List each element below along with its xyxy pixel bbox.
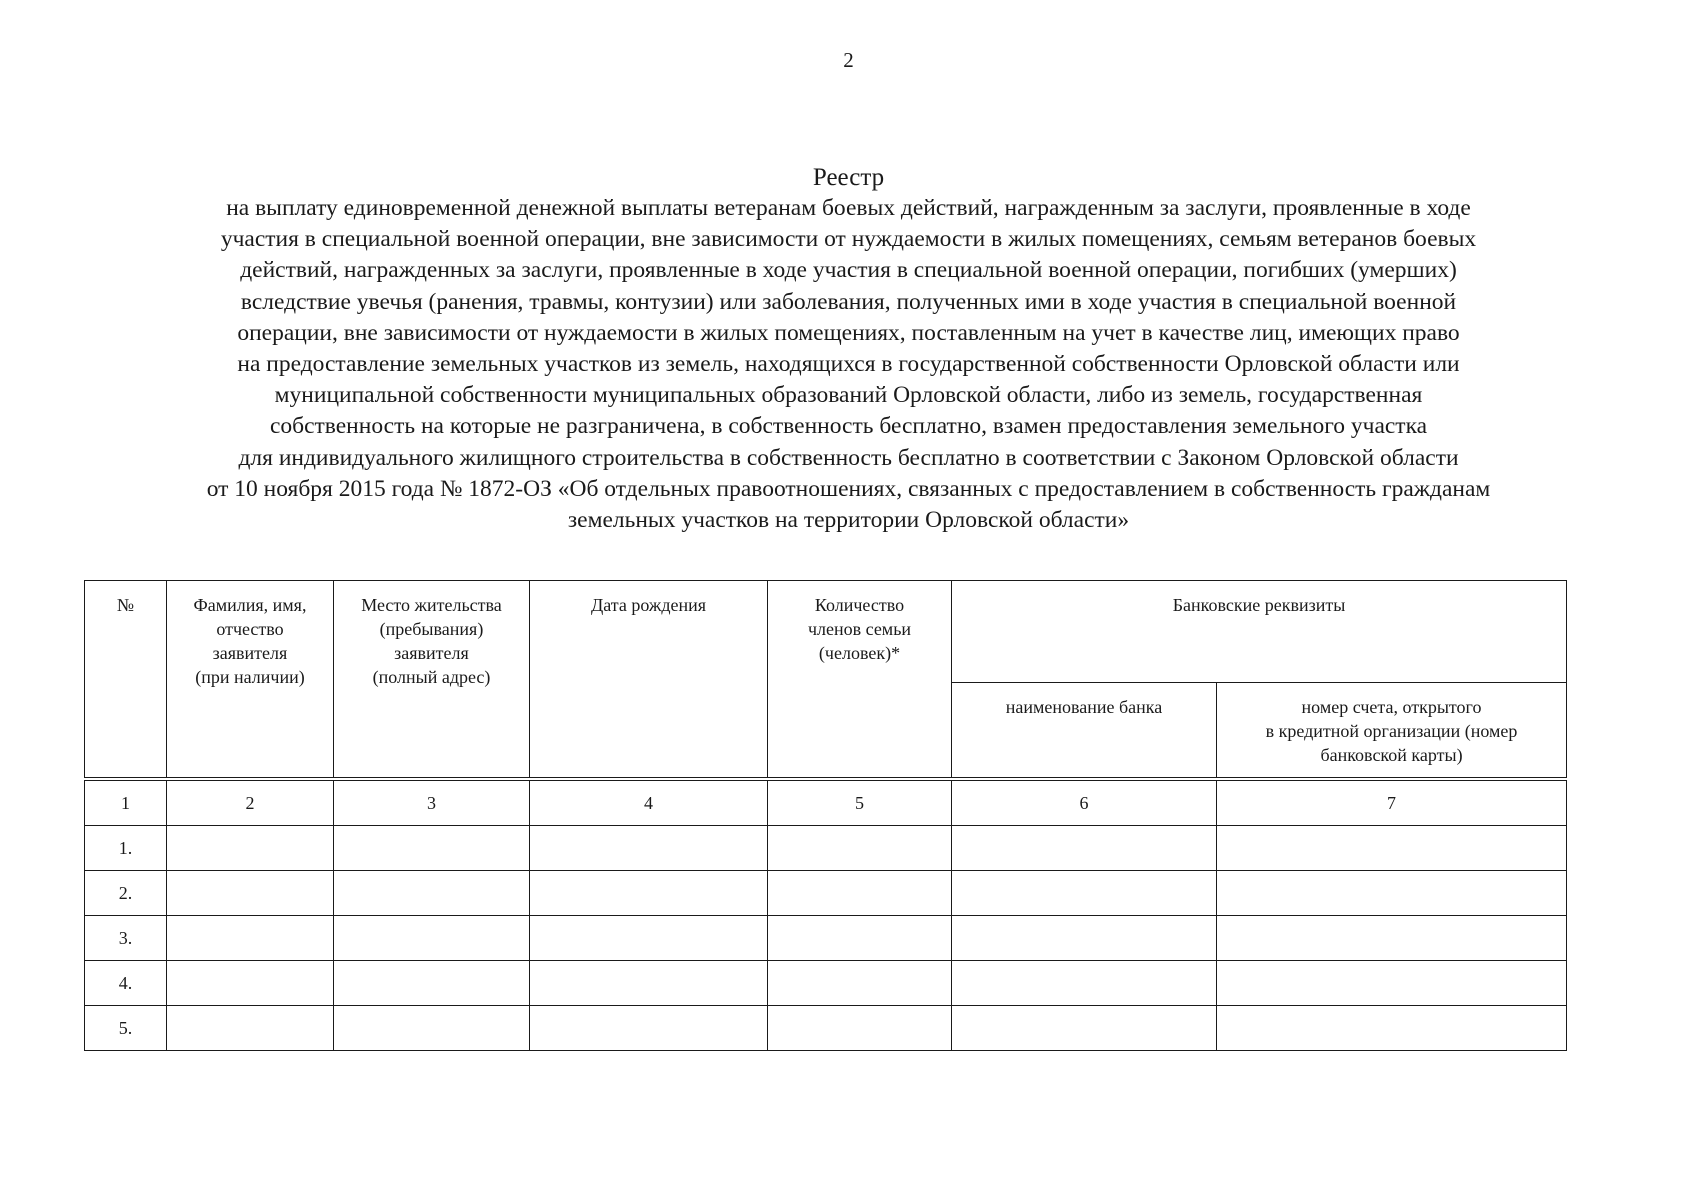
col-header-bank-details (952, 581, 1567, 683)
cell-bank-name[interactable] (952, 871, 1217, 916)
table-row (85, 916, 1567, 961)
row-number: 2. (85, 871, 167, 916)
column-number: 2 (167, 779, 334, 826)
subtitle-line: муниципальной собственности муниципальных образований Орловской области, либо из земель, государственная (274, 382, 1423, 409)
table-row (85, 826, 1567, 871)
header-text: (человек)* (818, 643, 901, 663)
header-text: в кредитной организации (номер (1265, 721, 1518, 741)
cell-address[interactable] (334, 916, 530, 961)
cell-full-name[interactable] (167, 826, 334, 871)
subtitle-line: на предоставление земельных участков из земель, находящихся в государственной собственности Орловской области или (237, 351, 1460, 378)
column-number: 6 (952, 779, 1217, 826)
col-header-bank-name (952, 683, 1217, 780)
registry-table (84, 580, 1567, 1051)
cell-address[interactable] (334, 871, 530, 916)
cell-address[interactable] (334, 826, 530, 871)
col-header-account-number (1217, 683, 1567, 780)
header-text: заявителя (394, 643, 469, 663)
col-header-address (334, 581, 530, 780)
document-title: Реестр (812, 164, 885, 191)
table-row (85, 961, 1567, 1006)
cell-full-name[interactable] (167, 871, 334, 916)
column-number: 5 (768, 779, 952, 826)
cell-address[interactable] (334, 1006, 530, 1051)
subtitle-line: земельных участков на территории Орловской области» (567, 507, 1130, 534)
document-subtitle (80, 193, 1617, 536)
header-text: Фамилия, имя, (193, 595, 307, 615)
col-header-family-members (768, 581, 952, 780)
cell-family-members[interactable] (768, 826, 952, 871)
cell-full-name[interactable] (167, 916, 334, 961)
cell-bank-name[interactable] (952, 916, 1217, 961)
subtitle-line: от 10 ноября 2015 года № 1872-ОЗ «Об отдельных правоотношениях, связанных с предоставлением в собственность гражданам (206, 475, 1491, 502)
cell-account-number[interactable] (1217, 871, 1567, 916)
column-number-row (85, 779, 1567, 826)
cell-birth-date[interactable] (530, 1006, 768, 1051)
cell-family-members[interactable] (768, 1006, 952, 1051)
cell-family-members[interactable] (768, 916, 952, 961)
header-text: (полный адрес) (372, 667, 491, 687)
header-text: наименование банка (1005, 697, 1163, 717)
cell-birth-date[interactable] (530, 826, 768, 871)
cell-account-number[interactable] (1217, 916, 1567, 961)
col-header-full-name (167, 581, 334, 780)
cell-account-number[interactable] (1217, 1006, 1567, 1051)
header-text: Место жительства (361, 595, 502, 615)
header-text: Количество (814, 595, 905, 615)
row-number: 1. (85, 826, 167, 871)
cell-family-members[interactable] (768, 961, 952, 1006)
page-number: 2 (843, 48, 854, 72)
cell-family-members[interactable] (768, 871, 952, 916)
header-text: отчество (216, 619, 284, 639)
cell-birth-date[interactable] (530, 961, 768, 1006)
header-text: (при наличии) (195, 667, 305, 687)
header-text: (пребывания) (379, 619, 484, 639)
cell-birth-date[interactable] (530, 916, 768, 961)
cell-bank-name[interactable] (952, 826, 1217, 871)
cell-bank-name[interactable] (952, 1006, 1217, 1051)
table-row (85, 871, 1567, 916)
subtitle-line: участия в специальной военной операции, вне зависимости от нуждаемости в жилых помещениях, семьям ветеранов боевых (220, 226, 1477, 253)
cell-account-number[interactable] (1217, 826, 1567, 871)
header-text: Банковские реквизиты (1172, 595, 1346, 615)
cell-full-name[interactable] (167, 1006, 334, 1051)
cell-account-number[interactable] (1217, 961, 1567, 1006)
header-text: Дата рождения (590, 595, 707, 615)
row-number: 4. (85, 961, 167, 1006)
document-heading (80, 163, 1617, 536)
column-number: 7 (1217, 779, 1567, 826)
subtitle-line: на выплату единовременной денежной выплаты ветеранам боевых действий, награжденным за заслуги, проявленные в ходе (226, 195, 1471, 221)
table-header-row (85, 581, 1567, 683)
table-row (85, 1006, 1567, 1051)
subtitle-line: операции, вне зависимости от нуждаемости в жилых помещениях, поставленным на учет в качестве лиц, имеющих право (237, 319, 1460, 346)
subtitle-line: собственность на которые не разграничена, в собственность бесплатно, взамен предоставления земельного участка (269, 413, 1428, 440)
header-text: заявителя (212, 643, 288, 663)
column-number: 4 (530, 779, 768, 826)
header-text: № (116, 595, 135, 615)
header-text: номер счета, открытого (1301, 697, 1482, 717)
column-number: 3 (334, 779, 530, 826)
header-text: членов семьи (807, 619, 912, 639)
row-number: 3. (85, 916, 167, 961)
col-header-number (85, 581, 167, 780)
subtitle-line: действий, награжденных за заслуги, проявленные в ходе участия в специальной военной операции, погибших (умерших) (240, 257, 1457, 284)
cell-address[interactable] (334, 961, 530, 1006)
cell-birth-date[interactable] (530, 871, 768, 916)
subtitle-line: для индивидуального жилищного строительства в собственность бесплатно в соответствии с Законом Орловской области (238, 444, 1459, 471)
row-number: 5. (85, 1006, 167, 1051)
col-header-birth-date (530, 581, 768, 780)
cell-bank-name[interactable] (952, 961, 1217, 1006)
header-text: банковской карты) (1320, 745, 1463, 765)
subtitle-line: вследствие увечья (ранения, травмы, контузии) или заболевания, полученных ими в ходе участия в специальной военной (240, 288, 1457, 315)
column-number: 1 (85, 779, 167, 826)
cell-full-name[interactable] (167, 961, 334, 1006)
